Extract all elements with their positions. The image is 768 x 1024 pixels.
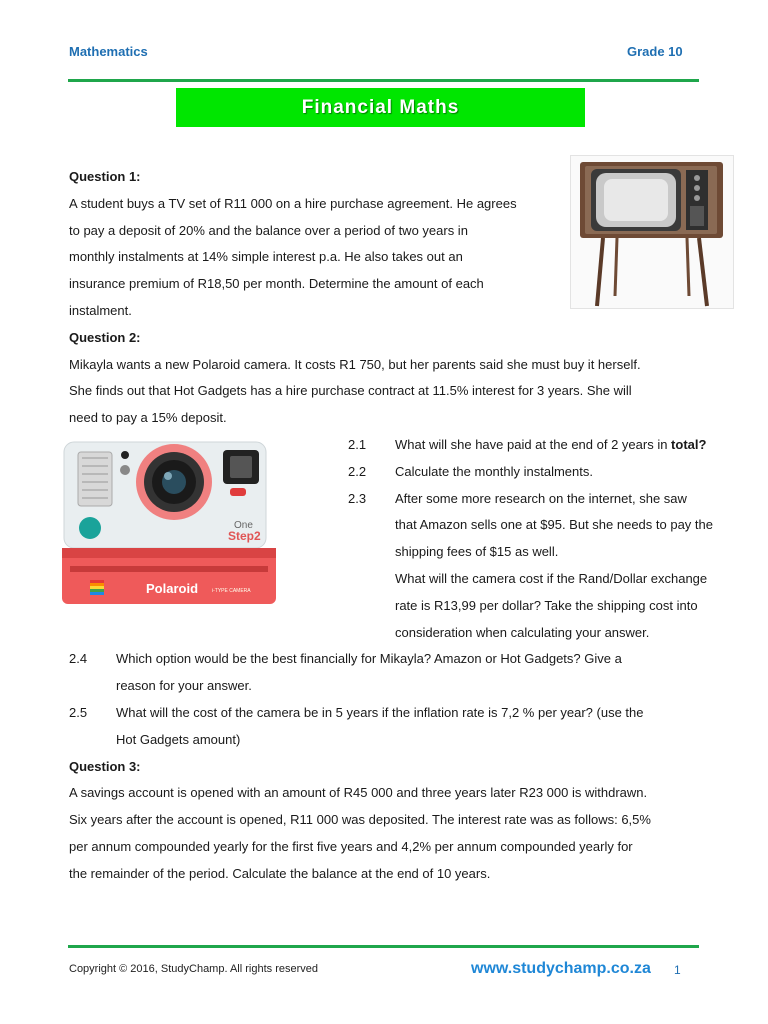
subquestion-text: Calculate the monthly instalments. — [395, 463, 593, 479]
page-number: 1 — [674, 963, 681, 977]
camera-model-line2: Step2 — [228, 529, 261, 543]
question-1-line: insurance premium of R18,50 per month. Determine the amount of each — [69, 276, 484, 292]
subquestion-text: shipping fees of $15 as well. — [395, 544, 559, 560]
question-1-heading: Question 1: — [69, 169, 141, 184]
page-title: Financial Maths — [176, 88, 585, 127]
subquestion-2-5-cont: Hot Gadgets amount) — [116, 731, 241, 747]
question-2-heading: Question 2: — [69, 329, 141, 345]
subquestion-text: After some more research on the internet, she saw — [395, 490, 687, 506]
subquestion-2-3 — [69, 486, 709, 513]
footer-rule — [68, 945, 699, 948]
subquestion-2-3-cont — [69, 620, 709, 647]
subquestion-2-1 — [69, 432, 709, 459]
subquestion-text: that Amazon sells one at $95. But she needs to pay the — [395, 517, 713, 533]
subquestion-text: What will the cost of the camera be in 5 years if the inflation rate is 7,2 % per year? (use the — [116, 704, 644, 720]
question-3-line: per annum compounded yearly for the first five years and 4,2% per annum compounded yearly for — [69, 838, 633, 854]
question-3-heading: Question 3: — [69, 758, 141, 774]
question-1-line: to pay a deposit of 20% and the balance over a period of two years in — [69, 222, 468, 238]
subquestion-2-3-cont — [69, 512, 713, 539]
subquestion-number: 2.3 — [348, 490, 367, 506]
subquestion-2-4-cont: reason for your answer. — [116, 678, 252, 694]
question-3-line: the remainder of the period. Calculate the balance at the end of 10 years. — [69, 865, 491, 881]
subquestion-number: 2.5 — [69, 704, 88, 720]
header-rule — [68, 79, 699, 82]
copyright-text: Copyright © 2016, StudyChamp. All rights reserved — [69, 963, 319, 975]
document-body — [69, 164, 713, 888]
subquestion-2-3-cont — [69, 539, 709, 566]
subquestion-2-3-cont — [69, 566, 709, 593]
subquestion-2-2 — [69, 459, 709, 486]
question-2-line: Mikayla wants a new Polaroid camera. It costs R1 750, but her parents said she must buy it herself. — [69, 356, 641, 372]
question-1-line: instalment. — [69, 302, 132, 318]
camera-model-line1: One — [234, 520, 253, 531]
question-2-line: need to pay a 15% deposit. — [69, 410, 227, 426]
subquestion-text: consideration when calculating your answer. — [395, 624, 650, 640]
grade-label: Grade 10 — [627, 44, 683, 59]
subquestion-number: 2.4 — [69, 651, 88, 667]
subquestion-2-3-cont — [69, 593, 709, 620]
question-1-line: monthly instalments at 14% simple interest p.a. He also takes out an — [69, 249, 463, 265]
subquestion-text: Which option would be the best financially for Mikayla? Amazon or Hot Gadgets? Give a — [116, 651, 622, 667]
subject-label: Mathematics — [69, 44, 148, 59]
question-2-line: She finds out that Hot Gadgets has a hire purchase contract at 11.5% interest for 3 years. She will — [69, 383, 632, 399]
question-3-line: A savings account is opened with an amount of R45 000 and three years later R23 000 is withdrawn. — [69, 785, 648, 801]
camera-brand: Polaroid — [146, 581, 199, 596]
subquestion-number: 2.2 — [348, 463, 367, 479]
subquestion-number: 2.1 — [348, 436, 367, 452]
question-1-line: A student buys a TV set of R11 000 on a hire purchase agreement. He agrees — [69, 195, 517, 211]
camera-type: i-TYPE CAMERA — [212, 588, 251, 594]
question-3-line: Six years after the account is opened, R11 000 was deposited. The interest rate was as follows: 6,5% — [69, 812, 651, 828]
subquestion-2-4 — [69, 646, 709, 673]
website-link[interactable]: www.studychamp.co.za — [471, 960, 651, 977]
subquestion-text: What will the camera cost if the Rand/Dollar exchange — [395, 570, 708, 586]
subquestion-bold-text: total? — [671, 436, 707, 452]
subquestion-text: What will she have paid at the end of 2 years in — [395, 436, 672, 452]
subquestion-2-5 — [69, 700, 709, 727]
subquestion-text: rate is R13,99 per dollar? Take the shipping cost into — [395, 597, 698, 613]
